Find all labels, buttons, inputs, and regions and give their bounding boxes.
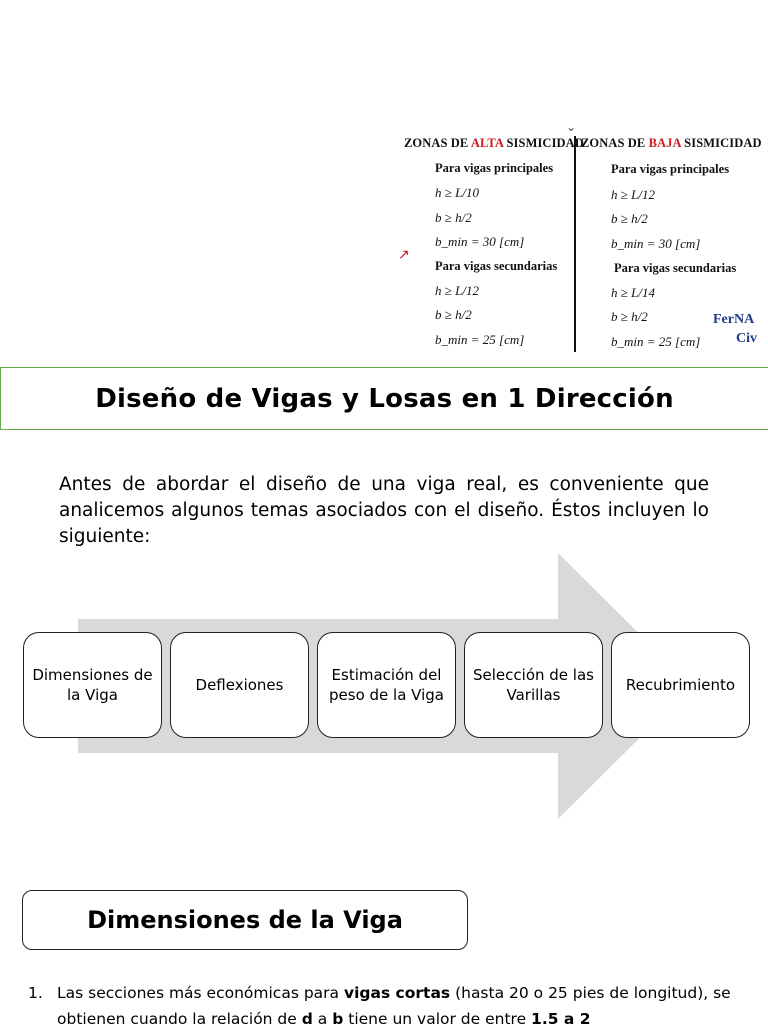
low-main-label: Para vigas principales (611, 162, 730, 176)
low-main-bmin: b_min = 30 [cm] (611, 236, 701, 251)
step-recubrimiento: Recubrimiento (611, 632, 750, 738)
high-sec-b: b ≥ h/2 (435, 307, 472, 322)
step-estimacion-peso: Estimación del peso de la Viga (317, 632, 456, 738)
low-sec-h: h ≥ L/14 (611, 285, 655, 300)
page-title: Diseño de Vigas y Losas en 1 Dirección (95, 383, 674, 414)
numbered-list (28, 980, 748, 1032)
low-sec-label: Para vigas secundarias (614, 261, 737, 275)
low-main-b: b ≥ h/2 (611, 211, 648, 226)
intro-paragraph: Antes de abordar el diseño de una viga real, es conveniente que analicemos algunos temas asociados con el diseño. Éstos incluyen lo siguiente: (59, 474, 709, 547)
high-main-label: Para vigas principales (435, 161, 554, 175)
list-item-line1: Las secciones más económicas para vigas cortas (hasta 20 o 25 pies de longitud), se (57, 984, 731, 1002)
title-banner (0, 367, 768, 430)
low-main-h: h ≥ L/12 (611, 187, 655, 202)
high-sec-label: Para vigas secundarias (435, 259, 558, 273)
brand-watermark-line2: Civ (736, 331, 757, 346)
list-item-line2: obtienen cuando la relación de d a b tiene un valor de entre 1.5 a 2 (57, 1010, 591, 1028)
zone-divider (574, 136, 576, 352)
high-main-b: b ≥ h/2 (435, 210, 472, 225)
high-sismicity-heading: ZONAS DE ALTA SISMICIDAD (404, 136, 584, 150)
chevron-down-icon: ⌄ (566, 122, 577, 134)
high-sec-h: h ≥ L/12 (435, 283, 479, 298)
red-arrow-mark-icon: ↗ (398, 248, 410, 263)
brand-watermark-line1: FerNA (713, 312, 755, 327)
step-dimensiones: Dimensiones de la Viga (23, 632, 162, 738)
high-sec-bmin: b_min = 25 [cm] (435, 332, 525, 347)
section-heading-box (22, 890, 468, 950)
process-steps (23, 632, 750, 738)
low-sec-bmin: b_min = 25 [cm] (611, 334, 701, 349)
high-main-bmin: b_min = 30 [cm] (435, 234, 525, 249)
low-sismicity-heading: ZONAS DE BAJA SISMICIDAD (581, 136, 762, 150)
process-diagram (0, 553, 768, 823)
sismicity-zones-figure (398, 122, 768, 354)
step-seleccion-varillas: Selección de las Varillas (464, 632, 603, 738)
step-deflexiones: Deflexiones (170, 632, 309, 738)
section-title: Dimensiones de la Viga (87, 906, 403, 934)
low-sec-b: b ≥ h/2 (611, 309, 648, 324)
high-main-h: h ≥ L/10 (435, 185, 479, 200)
list-item (28, 980, 748, 1032)
list-item-number: 1. (28, 984, 43, 1002)
